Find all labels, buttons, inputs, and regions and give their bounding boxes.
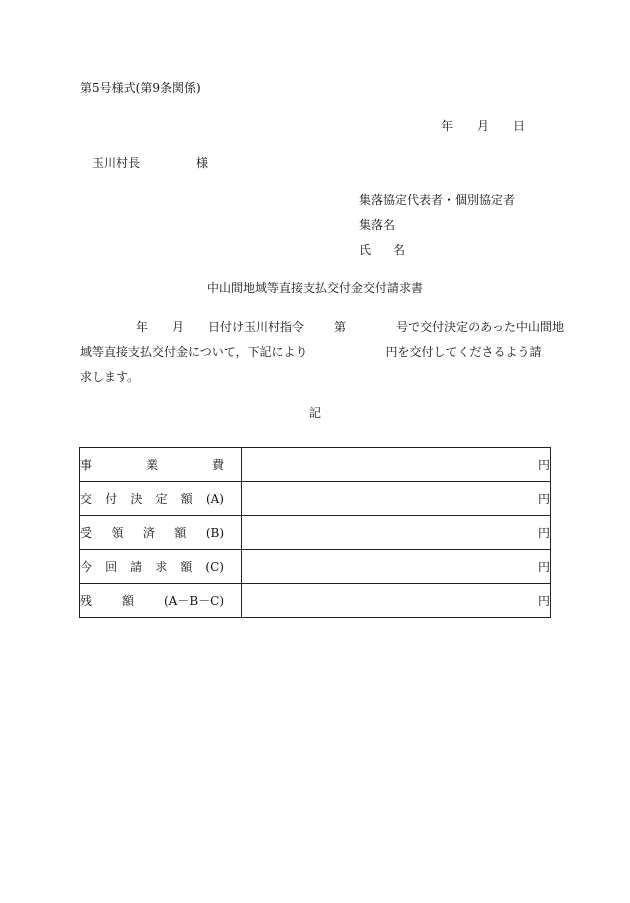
unit-label: 円 <box>537 526 550 540</box>
form-number: 第5号様式(第9条関係) <box>80 81 201 95</box>
body-line-1: 年 月 日付け玉川村指令 第 号で交付決定のあった中山間地 <box>136 320 564 334</box>
addressee-name: 玉川村長 <box>92 156 141 170</box>
unit-label: 円 <box>537 492 550 506</box>
date-day-label: 日 <box>513 119 526 133</box>
sender-village-label: 集落名 <box>359 218 396 232</box>
table-row <box>80 448 551 482</box>
row-label: 受 領 済 額 (B) <box>80 516 242 550</box>
addressee-honorific: 様 <box>196 156 209 170</box>
unit-label: 円 <box>537 458 550 472</box>
row-label: 交 付 決 定 額 (A) <box>80 482 242 516</box>
amount-cell[interactable] <box>242 584 551 618</box>
amount-table <box>79 447 551 618</box>
amount-cell[interactable] <box>242 482 551 516</box>
date-month-label: 月 <box>477 119 490 133</box>
row-label: 今 回 請 求 額 (C) <box>80 550 242 584</box>
ki-heading: 記 <box>308 406 321 420</box>
table-row <box>80 550 551 584</box>
row-label-code: (C) <box>205 559 224 574</box>
addressee <box>92 156 208 170</box>
date-year-label: 年 <box>441 119 454 133</box>
row-label-code: (A) <box>205 491 224 506</box>
row-label: 残 額 (A－B－C) <box>80 584 242 618</box>
amount-cell[interactable] <box>242 448 551 482</box>
date-line <box>441 119 525 133</box>
sender-role: 集落協定代表者・個別協定者 <box>359 193 516 207</box>
amount-cell[interactable] <box>242 516 551 550</box>
amount-cell[interactable] <box>242 550 551 584</box>
unit-label: 円 <box>537 560 550 574</box>
document-title: 中山間地域等直接支払交付金交付請求書 <box>206 281 423 295</box>
unit-label: 円 <box>537 594 550 608</box>
row-label: 事 業 費 <box>80 448 242 482</box>
body-line-3: 求します。 <box>80 370 140 384</box>
body-line-2: 域等直接支払交付金について，下記により 円を交付してくださるよう請 <box>80 345 542 359</box>
table-row <box>80 482 551 516</box>
row-label-code: (B) <box>205 525 224 540</box>
row-label-code: (A－B－C) <box>163 594 224 608</box>
sender-name-label: 氏 名 <box>359 243 406 257</box>
table-row <box>80 584 551 618</box>
table-row <box>80 516 551 550</box>
